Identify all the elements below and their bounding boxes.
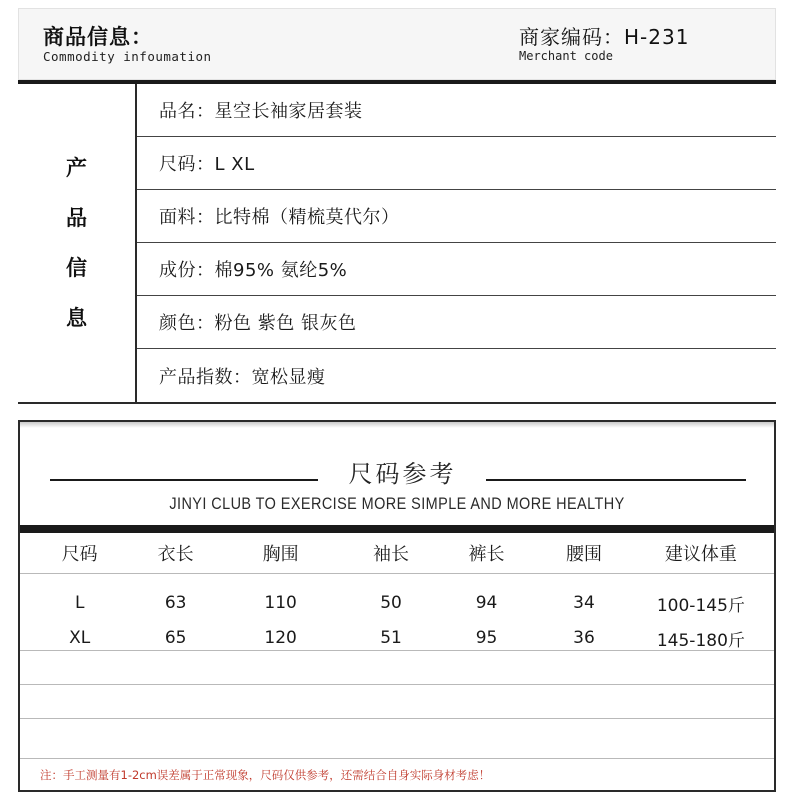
column-header: 衣长	[157, 544, 194, 565]
weight-cell: 100-145斤	[656, 595, 745, 616]
pants-length-cell: 94	[475, 593, 498, 613]
sleeve-cell: 50	[380, 593, 402, 613]
chest-cell: 110	[264, 593, 297, 613]
chest-cell: 120	[264, 628, 297, 648]
length-cell: 63	[164, 593, 187, 613]
length-cell: 65	[164, 628, 187, 648]
waist-cell: 36	[573, 628, 595, 648]
product-info-table	[18, 84, 776, 402]
waist-cell: 34	[573, 593, 595, 613]
vertical-label-char: 产	[66, 156, 87, 180]
column-header: 袖长	[373, 544, 410, 565]
product-name-row: 品名：星空长袖家居套装	[137, 84, 776, 137]
column-header: 胸围	[262, 544, 299, 565]
vertical-label-char: 息	[66, 306, 87, 330]
table-rule	[20, 573, 774, 574]
product-info-rows	[137, 84, 776, 402]
product-fabric-row: 面料：比特棉（精梳莫代尔）	[137, 190, 776, 243]
size-cell: L	[74, 593, 85, 613]
pants-length-cell: 95	[475, 628, 498, 648]
size-chart-header-row	[20, 533, 774, 573]
size-cell: XL	[69, 628, 91, 648]
table-rule	[20, 684, 774, 685]
product-index-row: 产品指数：宽松显瘦	[159, 366, 326, 388]
table-rule	[20, 718, 774, 719]
commodity-info-subtitle: Commodity infoumation	[43, 49, 212, 64]
column-header: 尺码	[61, 544, 98, 565]
sleeve-cell: 51	[380, 628, 402, 648]
merchant-code-subtitle: Merchant code	[519, 49, 613, 63]
size-chart-shade	[20, 422, 774, 428]
heading-rule-left	[50, 479, 318, 481]
vertical-label-char: 品	[66, 206, 87, 230]
measurement-note: 注：手工测量有1-2cm误差属于正常现象，尺码仅供参考，还需结合自身实际身材考虑！	[40, 768, 491, 782]
column-header: 裤长	[468, 544, 505, 565]
size-chart-heading: 尺码参考	[348, 460, 457, 488]
table-rule	[20, 758, 774, 759]
vertical-label-char: 信	[66, 256, 87, 280]
size-chart	[18, 420, 776, 792]
merchant-code: 商家编码：H-231	[519, 25, 690, 49]
header-bar	[18, 8, 776, 80]
product-composition-row: 成份：棉95% 氨纶5%	[137, 243, 776, 296]
column-header: 腰围	[566, 544, 602, 565]
weight-cell: 145-180斤	[656, 630, 745, 651]
size-chart-tagline: JINYI CLUB TO EXERCISE MORE SIMPLE AND MORE HEALTHY	[169, 494, 625, 513]
product-size-row: 尺码：L XL	[137, 137, 776, 190]
column-header: 建议体重	[664, 544, 737, 565]
heading-rule-right	[486, 479, 746, 481]
size-chart-band	[20, 525, 774, 533]
table-rule	[20, 650, 774, 651]
table-row	[20, 586, 774, 620]
product-info-vertical-label	[18, 84, 135, 402]
product-info-bottom-rule	[18, 402, 776, 404]
commodity-info-title: 商品信息：	[43, 25, 153, 49]
product-color-row: 颜色：粉色 紫色 银灰色	[137, 296, 776, 349]
